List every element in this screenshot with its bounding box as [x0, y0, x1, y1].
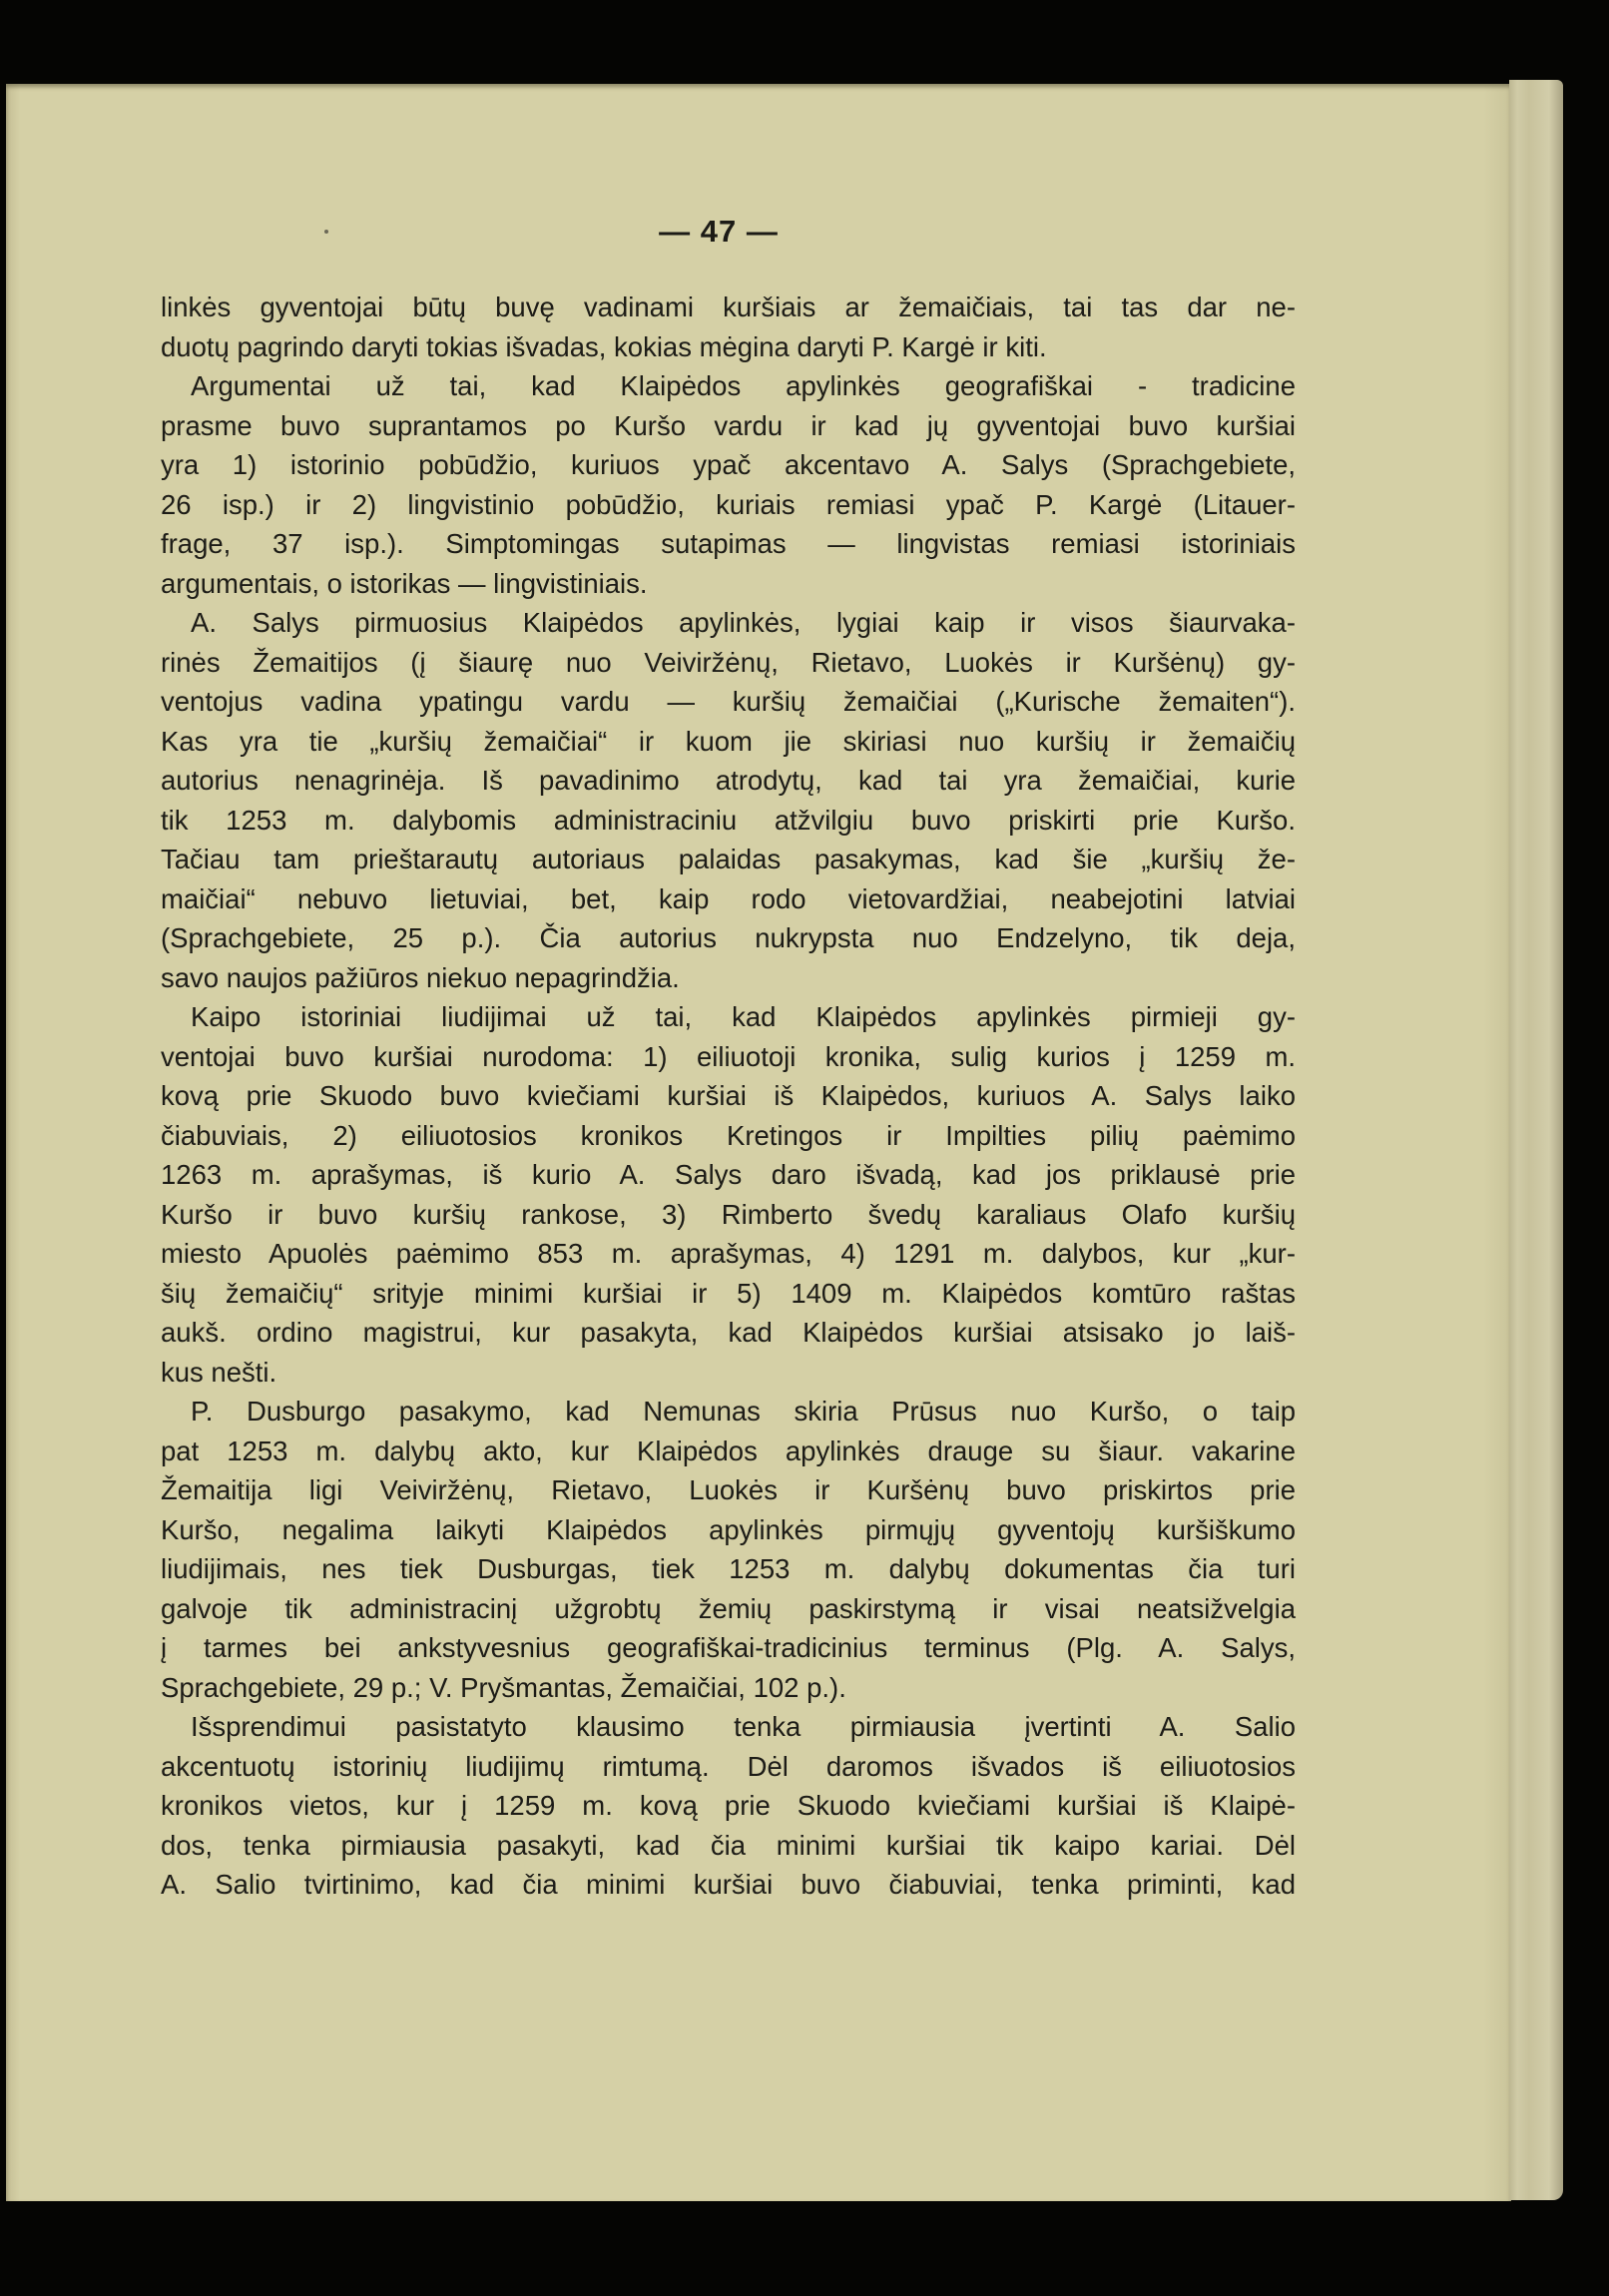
text-line: Kuršo, negalima laikyti Klaipėdos apylinkės pirmųjų gyventojų kuršiškumo	[161, 1513, 1296, 1545]
text-line: argumentais, o istorikas — lingvistiniais.	[161, 567, 648, 599]
text-line: liudijimais, nes tiek Dusburgas, tiek 1253 m. dalybų dokumentas čia turi	[161, 1553, 1296, 1584]
text-line: A. Salio tvirtinimo, kad čia minimi kuršiai buvo čiabuviai, tenka priminti, kad	[161, 1869, 1296, 1900]
text-line: rinės Žemaitijos (į šiaurę nuo Veiviržėnų, Rietavo, Luokės ir Kuršėnų) gy-	[161, 646, 1296, 678]
paragraph	[161, 1392, 1296, 1707]
text-line: yra 1) istorinio pobūdžio, kuriuos ypač akcentavo A. Salys (Sprachgebiete,	[161, 449, 1296, 480]
text-line: savo naujos pažiūros niekuo nepagrindžia.	[161, 961, 680, 993]
paragraph	[161, 603, 1296, 997]
text-line: galvoje tik administracinį užgrobtų žemių paskirstymą ir visai neatsižvelgia	[161, 1592, 1296, 1624]
text-line: ventojai buvo kuršiai nurodoma: 1) eiliuotoji kronika, sulig kurios į 1259 m.	[161, 1040, 1296, 1072]
text-line: Žemaitija ligi Veiviržėnų, Rietavo, Luokės ir Kuršėnų buvo priskirtos prie	[161, 1474, 1296, 1505]
text-line: dos, tenka pirmiausia pasakyti, kad čia minimi kuršiai tik kaipo kariai. Dėl	[161, 1829, 1296, 1861]
text-line: maičiai“ nebuvo lietuviai, bet, kaip rodo vietovardžiai, neabejotini latviai	[161, 882, 1296, 914]
text-line: aukš. ordino magistrui, kur pasakyta, kad Klaipėdos kuršiai atsisako jo laiš-	[161, 1317, 1296, 1348]
text-line: kovą prie Skuodo buvo kviečiami kuršiai iš Klaipėdos, kuriuos A. Salys laiko	[161, 1080, 1296, 1111]
text-line: akcentuotų istorinių liudijimų rimtumą. Dėl daromos išvados iš eiliuotosios	[161, 1750, 1296, 1782]
text-line: A. Salys pirmuosius Klaipėdos apylinkės, lygiai kaip ir visos šiaurvaka-	[191, 607, 1296, 638]
text-line: 26 isp.) ir 2) lingvistinio pobūdžio, kuriais remiasi ypač P. Kargė (Litauer-	[161, 488, 1296, 520]
text-line: linkės gyventojai būtų buvę vadinami kuršiais ar žemaičiais, tai tas dar ne-	[161, 291, 1296, 322]
paragraph	[161, 1707, 1296, 1905]
text-line: duotų pagrindo daryti tokias išvadas, kokias mėgina daryti P. Kargė ir kiti.	[161, 330, 1047, 362]
text-line: tik 1253 m. dalybomis administraciniu atžvilgiu buvo priskirti prie Kuršo.	[161, 804, 1296, 836]
text-line: Kuršo ir buvo kuršių rankose, 3) Rimberto švedų karaliaus Olafo kuršių	[161, 1198, 1296, 1230]
text-line: Kas yra tie „kuršių žemaičiai“ ir kuom jie skiriasi nuo kuršių ir žemaičių	[161, 725, 1296, 757]
text-line: (Sprachgebiete, 25 p.). Čia autorius nukrypsta nuo Endzelyno, tik deja,	[161, 922, 1296, 953]
text-line: prasme buvo suprantamos po Kuršo vardu ir kad jų gyventojai buvo kuršiai	[161, 409, 1296, 441]
text-line: Tačiau tam prieštarautų autoriaus palaidas pasakymas, kad šie „kuršių že-	[161, 844, 1296, 874]
paragraph	[161, 997, 1296, 1392]
page-fore-edge	[1509, 80, 1563, 2200]
text-line: kus nešti.	[161, 1356, 277, 1388]
paragraph	[161, 287, 1296, 366]
text-line: autorius nenagrinėja. Iš pavadinimo atrodytų, kad tai yra žemaičiai, kurie	[161, 765, 1296, 796]
text-line: 1263 m. aprašymas, iš kurio A. Salys daro išvadą, kad jos priklausė prie	[161, 1159, 1296, 1190]
page-number: — 47 —	[659, 214, 779, 249]
text-line: Išsprendimui pasistatyto klausimo tenka pirmiausia įvertinti A. Salio	[191, 1711, 1296, 1742]
text-line: šių žemaičių“ srityje minimi kuršiai ir 5) 1409 m. Klaipėdos komtūro raštas	[161, 1277, 1296, 1309]
text-line: kronikos vietos, kur į 1259 m. kovą prie Skuodo kviečiami kuršiai iš Klaipė-	[161, 1790, 1296, 1821]
text-line: P. Dusburgo pasakymo, kad Nemunas skiria Prūsus nuo Kuršo, o taip	[191, 1396, 1296, 1427]
text-line: Sprachgebiete, 29 p.; V. Pryšmantas, Žemaičiai, 102 p.).	[161, 1671, 846, 1703]
text-line: Argumentai už tai, kad Klaipėdos apylinkės geografiškai - tradicine	[191, 370, 1296, 401]
body-text	[161, 287, 1296, 1905]
text-line: ventojus vadina ypatingu vardu — kuršių žemaičiai („Kurische žemaiten“).	[161, 686, 1296, 717]
text-line: čiabuviais, 2) eiliuotosios kronikos Kretingos ir Impilties pilių paėmimo	[161, 1119, 1296, 1151]
text-line: Kaipo istoriniai liudijimai už tai, kad Klaipėdos apylinkės pirmieji gy-	[191, 1001, 1296, 1032]
text-line: frage, 37 isp.). Simptomingas sutapimas — lingvistas remiasi istoriniais	[161, 528, 1296, 559]
text-line: į tarmes bei ankstyvesnius geografiškai-tradicinius terminus (Plg. A. Salys,	[161, 1632, 1296, 1663]
text-line: pat 1253 m. dalybų akto, kur Klaipėdos apylinkės drauge su šiaur. vakarine	[161, 1435, 1296, 1466]
text-line: miesto Apuolės paėmimo 853 m. aprašymas, 4) 1291 m. dalybos, kur „kur-	[161, 1238, 1296, 1269]
paragraph	[161, 366, 1296, 603]
